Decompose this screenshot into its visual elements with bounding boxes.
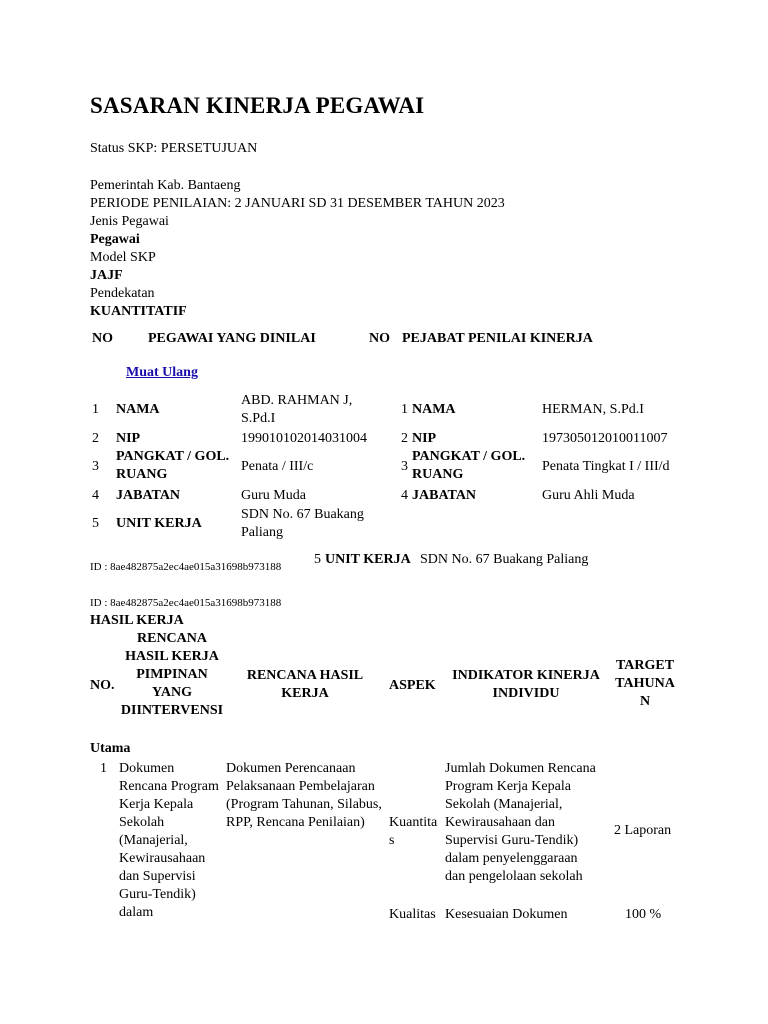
reload-link[interactable]: Muat Ulang [126,365,198,380]
pejabat-row-no: 1 [401,402,408,417]
jenis-label: Jenis Pegawai [90,214,169,229]
col-header-rencana-pimpinan: RENCANA HASIL KERJA PIMPINAN YANG DIINTERVENSI [120,631,224,718]
pegawai-row-label: JABATAN [116,488,181,503]
group-label: Utama [90,741,131,756]
col-header-indikator: INDIKATOR KINERJA INDIVIDU [452,668,600,701]
pegawai-row-no: 5 [92,516,99,531]
hasil-kerja-heading: HASIL KERJA [90,613,184,628]
page-title: SASARAN KINERJA PEGAWAI [90,93,425,118]
pegawai-row-label: NAMA [116,402,160,417]
header-no-2: NO [369,331,390,346]
pejabat-row-value: SDN No. 67 Buakang Paliang [420,552,589,567]
pejabat-row-no: 3 [401,459,408,474]
row-target: 100 % [625,907,662,922]
pegawai-row-no: 3 [92,459,99,474]
pegawai-row-value: 199010102014031004 [241,431,367,446]
header-pejabat: PEJABAT PENILAI KINERJA [402,331,593,346]
pejabat-row-label: NAMA [412,402,456,417]
row-target: 2 Laporan [614,823,672,838]
pejabat-row-value: 197305012010011007 [542,431,668,446]
pejabat-row-label: JABATAN [412,488,477,503]
pegawai-row-value: Guru Muda [241,488,306,503]
pejabat-row-value: HERMAN, S.Pd.I [542,402,644,417]
pejabat-row-no: 2 [401,431,408,446]
pegawai-row-value: Penata / III/c [241,459,314,474]
model-value: JAJF [90,268,123,283]
row-aspek: Kuantitas [389,815,438,848]
pegawai-row-no: 2 [92,431,99,446]
pejabat-row-no: 4 [401,488,408,503]
pegawai-row-no: 1 [92,402,99,417]
pejabat-row-label: NIP [412,431,437,446]
col-header-aspek: ASPEK [389,678,436,693]
id-text: ID : 8ae482875a2ec4ae015a31698b973188 [90,597,282,609]
col-header-target: TARGET TAHUNAN [615,658,675,709]
pendekatan-label: Pendekatan [90,286,155,301]
col-header-no: NO. [90,678,115,693]
model-label: Model SKP [90,250,156,265]
pegawai-row-value: SDN No. 67 Buakang Paliang [241,507,364,540]
pejabat-row-no: 5 [314,552,321,567]
pejabat-row-value: Guru Ahli Muda [542,488,635,503]
pegawai-row-label: PANGKAT / GOL. RUANG [116,449,230,482]
row-indikator: Kesesuaian Dokumen [445,907,568,922]
pegawai-row-value: ABD. RAHMAN J, S.Pd.I [241,393,353,426]
pemerintah-text: Pemerintah Kab. Bantaeng [90,178,241,193]
periode-text: PERIODE PENILAIAN: 2 JANUARI SD 31 DESEMBER TAHUN 2023 [90,196,505,211]
row-rencana-pimpinan: Dokumen Rencana Program Kerja Kepala Sekolah (Manajerial, Kewirausahaan dan Supervisi Guru-Tendik) dalam [119,761,219,920]
pegawai-row-label: UNIT KERJA [116,516,202,531]
col-header-rencana: RENCANA HASIL KERJA [246,668,364,701]
row-aspek: Kualitas [389,907,436,922]
pegawai-row-label: NIP [116,431,141,446]
jenis-value: Pegawai [90,232,140,247]
status-text: Status SKP: PERSETUJUAN [90,141,258,156]
row-no: 1 [100,761,107,776]
id-text: ID : 8ae482875a2ec4ae015a31698b973188 [90,561,282,573]
row-rencana: Dokumen Perencanaan Pelaksanaan Pembelajaran (Program Tahunan, Silabus, RPP, Rencana Penilaian) [226,761,382,830]
pejabat-row-label: PANGKAT / GOL. RUANG [412,449,526,482]
pejabat-row-value: Penata Tingkat I / III/d [542,459,670,474]
header-pegawai: PEGAWAI YANG DINILAI [148,331,316,346]
pejabat-row-label: UNIT KERJA [325,552,411,567]
pegawai-row-no: 4 [92,488,99,503]
header-no-1: NO [92,331,113,346]
row-indikator: Jumlah Dokumen Rencana Program Kerja Kepala Sekolah (Manajerial, Kewirausahaan dan Supervisi Guru-Tendik) dalam penyelenggaraan dan pengelolaan sekolah [445,761,596,884]
pendekatan-value: KUANTITATIF [90,304,187,319]
